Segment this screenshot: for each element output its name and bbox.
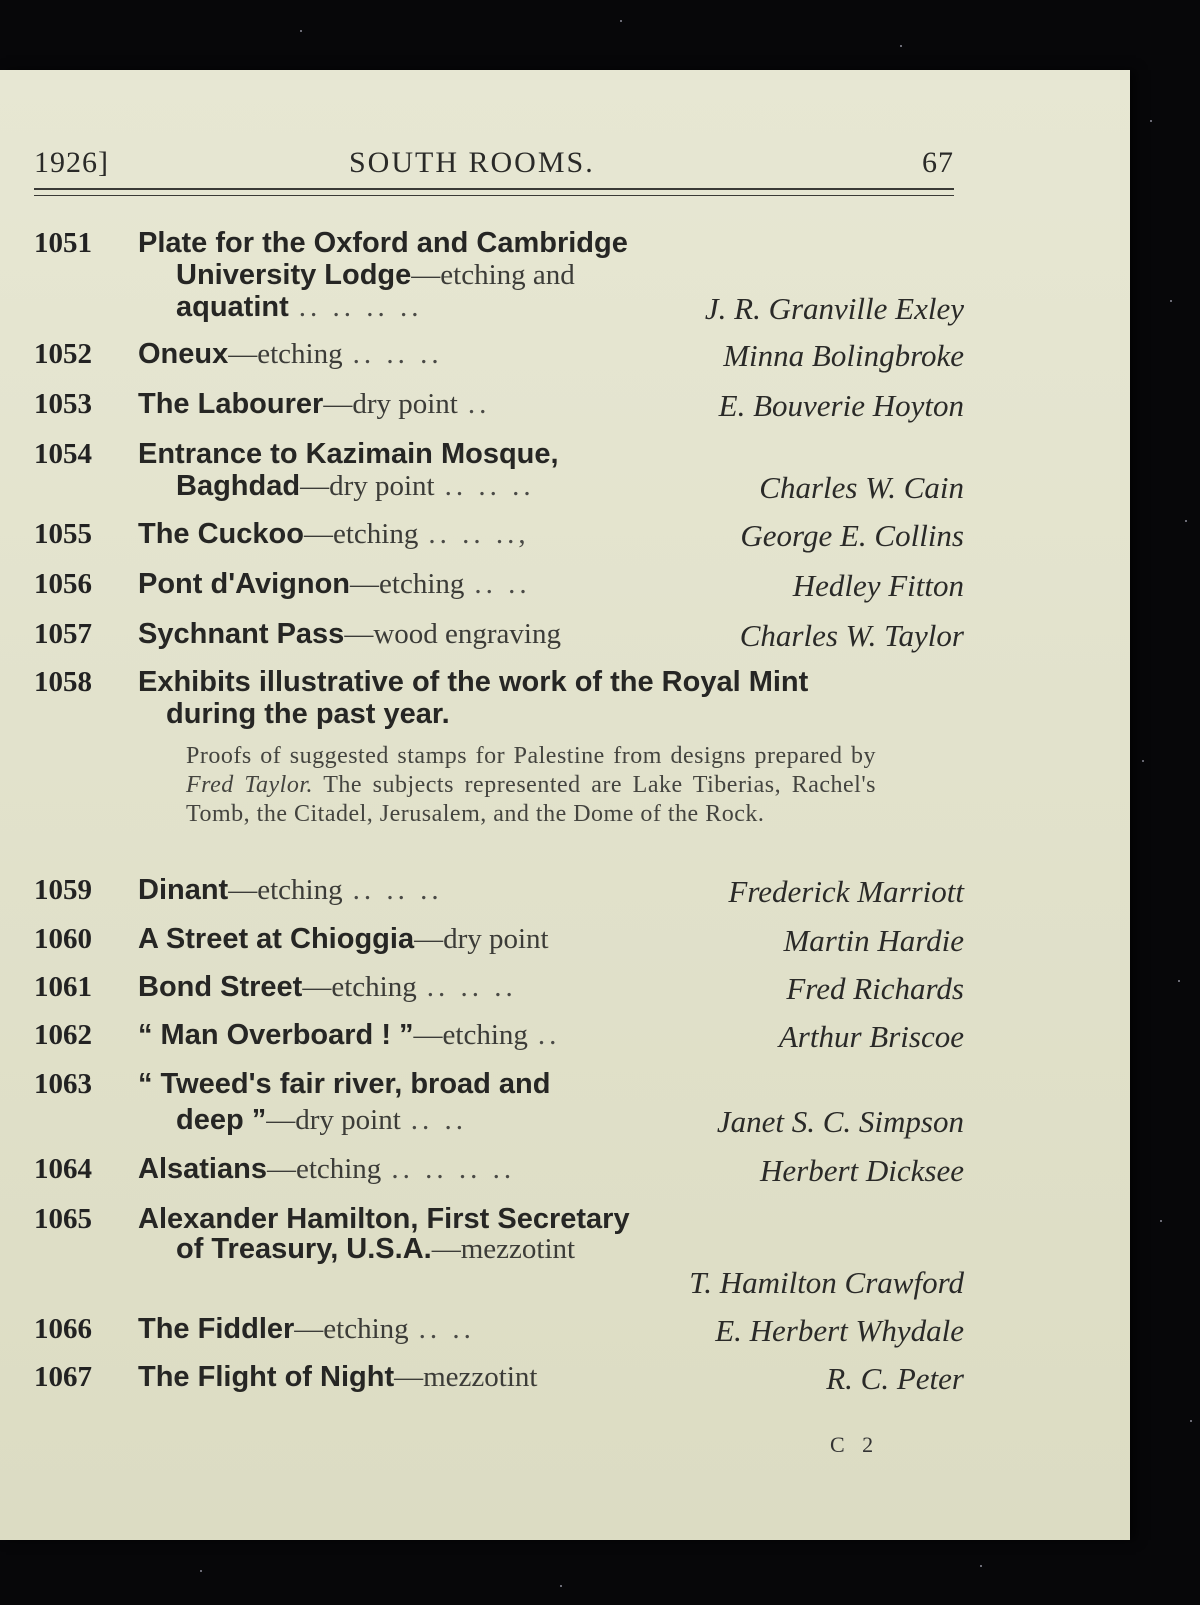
entry-title: The Flight of Night: [138, 1361, 395, 1393]
dot-leader: .. .. ..: [444, 470, 535, 502]
entry-medium: —etching and: [411, 259, 575, 291]
catalogue-entry: [34, 1019, 964, 1059]
catalogue-entry: [34, 1203, 964, 1303]
artist-name: Fred Richards: [786, 971, 964, 1006]
entry-title: Sychnant Pass: [138, 618, 345, 650]
catalogue-entry: [34, 1068, 964, 1140]
dot-leader: .. ..: [410, 1104, 468, 1136]
entry-number: 1059: [34, 874, 92, 906]
catalogue-entry: [34, 518, 964, 558]
entry-number: 1052: [34, 338, 92, 370]
dot-leader: .. .. .. ..: [391, 1153, 516, 1185]
entry-number: 1053: [34, 388, 92, 420]
entry-note: Proofs of suggested stamps for Palestine from designs prepared by Fred Taylor. The subjects represented are Lake Tiberias, Rachel's Tomb, the Citadel, Jerusalem, and the Dome of the Rock.: [186, 743, 876, 827]
entry-number: 1060: [34, 923, 92, 955]
artist-name: Herbert Dicksee: [760, 1153, 964, 1188]
artist-name: R. C. Peter: [826, 1361, 964, 1396]
entry-medium: —mezzotint: [431, 1233, 576, 1265]
running-head: [34, 146, 954, 186]
entry-title: “ Tweed's fair river, broad and: [138, 1068, 551, 1100]
catalogue-entry: [34, 568, 964, 608]
artist-name: Charles W. Cain: [759, 470, 964, 505]
entry-title: Oneux: [138, 338, 229, 370]
catalogue-entry: [34, 438, 964, 510]
header-year: 1926]: [34, 146, 109, 179]
entry-title: deep ”: [176, 1104, 267, 1136]
entry-title: University Lodge: [176, 259, 412, 291]
entry-title: The Fiddler: [138, 1313, 295, 1345]
entry-title: A Street at Chioggia: [138, 923, 415, 955]
dot-leader: .. .. .. ..: [298, 291, 423, 323]
catalogue-entry: [34, 874, 964, 914]
artist-name: E. Bouverie Hoyton: [718, 388, 964, 423]
dot-leader: ..: [467, 388, 491, 420]
signature-mark: C 2: [830, 1432, 880, 1457]
page-number: 67: [922, 146, 954, 179]
entry-number: 1056: [34, 568, 92, 600]
book-page: [0, 70, 1130, 1540]
artist-name: T. Hamilton Crawford: [689, 1265, 964, 1300]
entry-medium: —etching: [413, 1019, 528, 1051]
dot-leader: .. .. ..: [352, 338, 443, 370]
entry-number: 1066: [34, 1313, 92, 1345]
catalogue-entry: [34, 618, 964, 658]
dot-leader: .. ..: [474, 568, 531, 600]
entry-number: 1058: [34, 666, 92, 698]
entry-medium: —dry point: [414, 923, 549, 955]
entry-title: Alexander Hamilton, First Secretary: [138, 1203, 630, 1235]
entry-medium: —etching: [266, 1153, 382, 1185]
artist-name: Janet S. C. Simpson: [716, 1104, 964, 1139]
entry-number: 1061: [34, 971, 92, 1003]
entry-medium: —dry point: [266, 1104, 401, 1136]
entry-number: 1064: [34, 1153, 92, 1185]
entry-number: 1055: [34, 518, 92, 550]
entry-number: 1065: [34, 1203, 92, 1235]
catalogue-entry: [34, 1313, 964, 1353]
designer-name: Fred Taylor.: [186, 772, 314, 798]
header-rule: [34, 188, 954, 196]
catalogue-entry: [34, 338, 964, 378]
entry-medium: —mezzotint: [394, 1361, 538, 1393]
dot-leader: ..: [537, 1019, 561, 1051]
catalogue-entry: [34, 227, 964, 337]
entry-number: 1063: [34, 1068, 92, 1100]
entry-title: The Cuckoo: [138, 518, 304, 550]
dot-leader: .. .. ..,: [428, 518, 530, 550]
entry-medium: —etching: [302, 971, 417, 1003]
entry-title: The Labourer: [138, 388, 324, 420]
entry-title: Dinant: [138, 874, 229, 906]
dot-leader: .. .. ..: [352, 874, 443, 906]
dot-leader: [537, 1361, 547, 1393]
entry-number: 1051: [34, 227, 92, 259]
dot-leader: .. ..: [418, 1313, 475, 1345]
entry-medium: —etching: [228, 338, 343, 370]
entry-number: 1054: [34, 438, 92, 470]
catalogue-entry: [34, 666, 964, 866]
artist-name: Arthur Briscoe: [778, 1019, 964, 1054]
artist-name: Charles W. Taylor: [739, 618, 964, 653]
entry-number: 1057: [34, 618, 92, 650]
entry-title: Pont d'Avignon: [138, 568, 351, 600]
entry-title: Exhibits illustrative of the work of the Royal Mint: [138, 666, 809, 698]
catalogue-entry: [34, 1361, 964, 1401]
dot-leader: [549, 923, 559, 955]
entry-medium: —etching: [350, 568, 465, 600]
catalogue-entry: [34, 1153, 964, 1193]
dot-leader: [561, 618, 571, 650]
entry-title: Baghdad: [176, 470, 301, 502]
catalogue-entry: [34, 388, 964, 428]
artist-name: J. R. Granville Exley: [704, 291, 964, 326]
entry-number: 1062: [34, 1019, 92, 1051]
entry-medium: —dry point: [323, 388, 458, 420]
artist-name: Frederick Marriott: [728, 874, 964, 909]
entry-medium: —etching: [303, 518, 419, 550]
entry-title: “ Man Overboard ! ”: [138, 1019, 414, 1051]
entry-medium: —wood engraving: [344, 618, 561, 650]
entry-title: during the past year.: [166, 698, 450, 730]
entry-title: Plate for the Oxford and Cambridge: [138, 227, 628, 259]
entry-title: Bond Street: [138, 971, 303, 1003]
dot-leader: .. .. ..: [426, 971, 517, 1003]
page-title: SOUTH ROOMS.: [349, 146, 595, 179]
artist-name: George E. Collins: [740, 518, 964, 553]
entry-title: of Treasury, U.S.A.: [176, 1233, 432, 1265]
catalogue-entry: [34, 971, 964, 1011]
entry-title: Entrance to Kazimain Mosque,: [138, 438, 559, 470]
entry-medium: —etching: [228, 874, 343, 906]
catalogue-entry: [34, 923, 964, 963]
artist-name: E. Herbert Whydale: [715, 1313, 964, 1348]
artist-name: Hedley Fitton: [792, 568, 964, 603]
artist-name: Martin Hardie: [783, 923, 964, 958]
entry-medium: —etching: [294, 1313, 409, 1345]
entry-number: 1067: [34, 1361, 92, 1393]
entry-title: aquatint: [176, 291, 289, 323]
entry-title: Alsatians: [138, 1153, 267, 1185]
entry-medium: —dry point: [300, 470, 435, 502]
artist-name: Minna Bolingbroke: [723, 338, 964, 373]
